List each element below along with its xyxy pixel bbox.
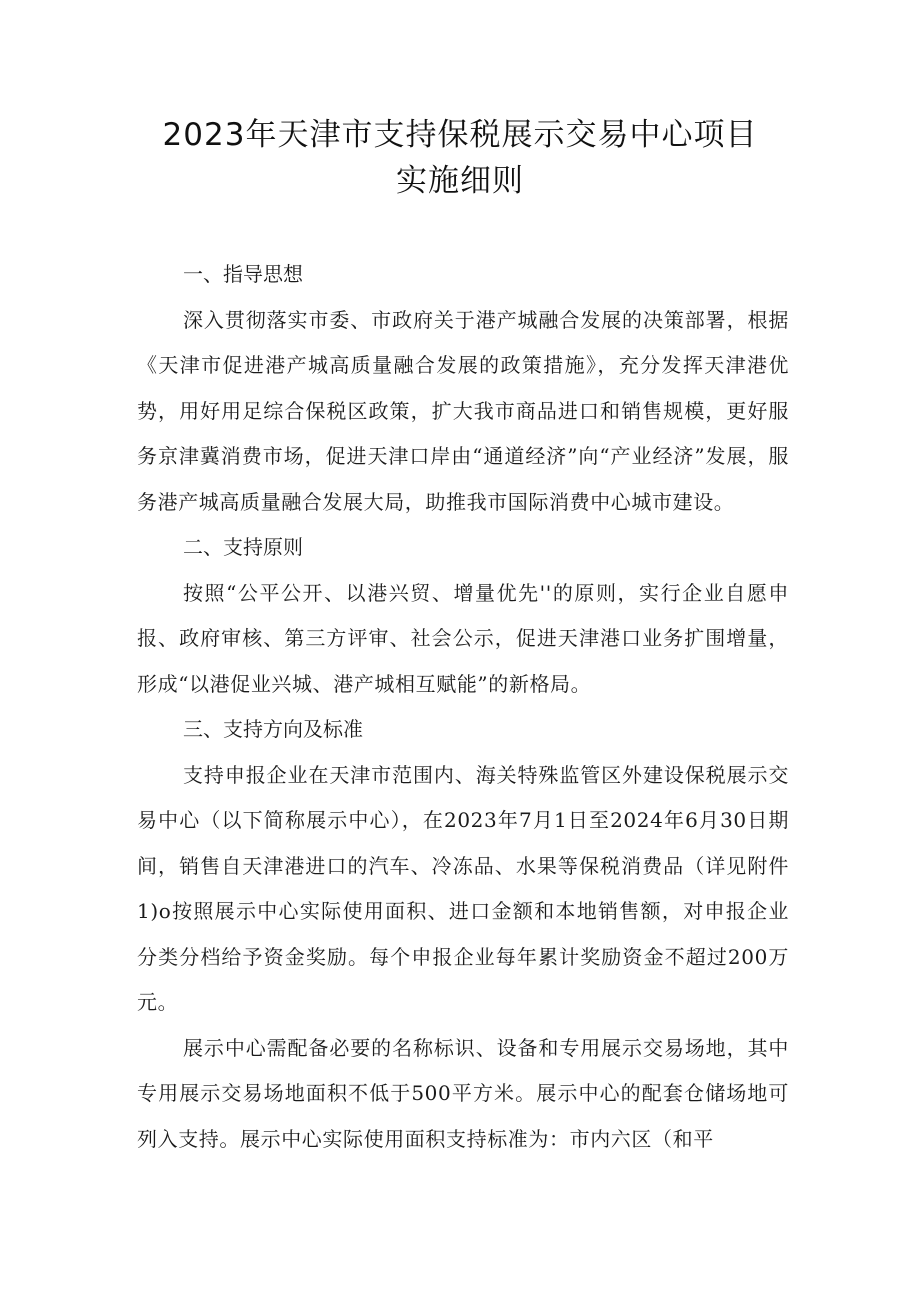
document-title [0,112,920,204]
section-2-heading: 二、支持原则 [183,535,303,559]
document-body [137,252,789,1162]
section-3-heading: 三、支持方向及标准 [183,717,363,741]
section-3-paragraph-2: 展示中心需配备必要的名称标识、设备和专用展示交易场地，其中专用展示交易场地面积不低于500平方米。展示中心的配套仓储场地可列入支持。展示中心实际使用面积支持标准为：市内六区（和平 [137,1035,789,1151]
section-2-paragraph: 按照“公平公开、以港兴贸、增量优先''的原则，实行企业自愿申报、政府审核、第三方评审、社会公示，促进天津港口业务扩围增量，形成“以港促业兴城、港产城相互赋能”的新格局。 [137,580,789,696]
section-1-heading: 一、指导思想 [183,262,303,286]
title-line-2: 实施细则 [396,163,524,199]
title-line-1: 2023年天津市支持保税展示交易中心项目 [162,117,758,153]
section-1-paragraph: 深入贯彻落实市委、市政府关于港产城融合发展的决策部署，根据《天津市促进港产城高质量融合发展的政策措施》，充分发挥天津港优势，用好用足综合保税区政策，扩大我市商品进口和销售规模，更好服务京津冀消费市场，促进天津口岸由“通道经济”向“产业经济”发展，服务港产城高质量融合发展大局，助推我市国际消费中心城市建设。 [137,307,789,514]
section-3-paragraph-1: 支持申报企业在天津市范围内、海关特殊监管区外建设保税展示交易中心（以下简称展示中心），在2023年7月1日至2024年6月30日期间，销售自天津港进口的汽车、冷冻品、水果等保税消费品（详见附件1)o按照展示中心实际使用面积、进口金额和本地销售额，对申报企业分类分档给予资金奖励。每个申报企业每年累计奖励资金不超过200万元。 [137,762,789,1014]
